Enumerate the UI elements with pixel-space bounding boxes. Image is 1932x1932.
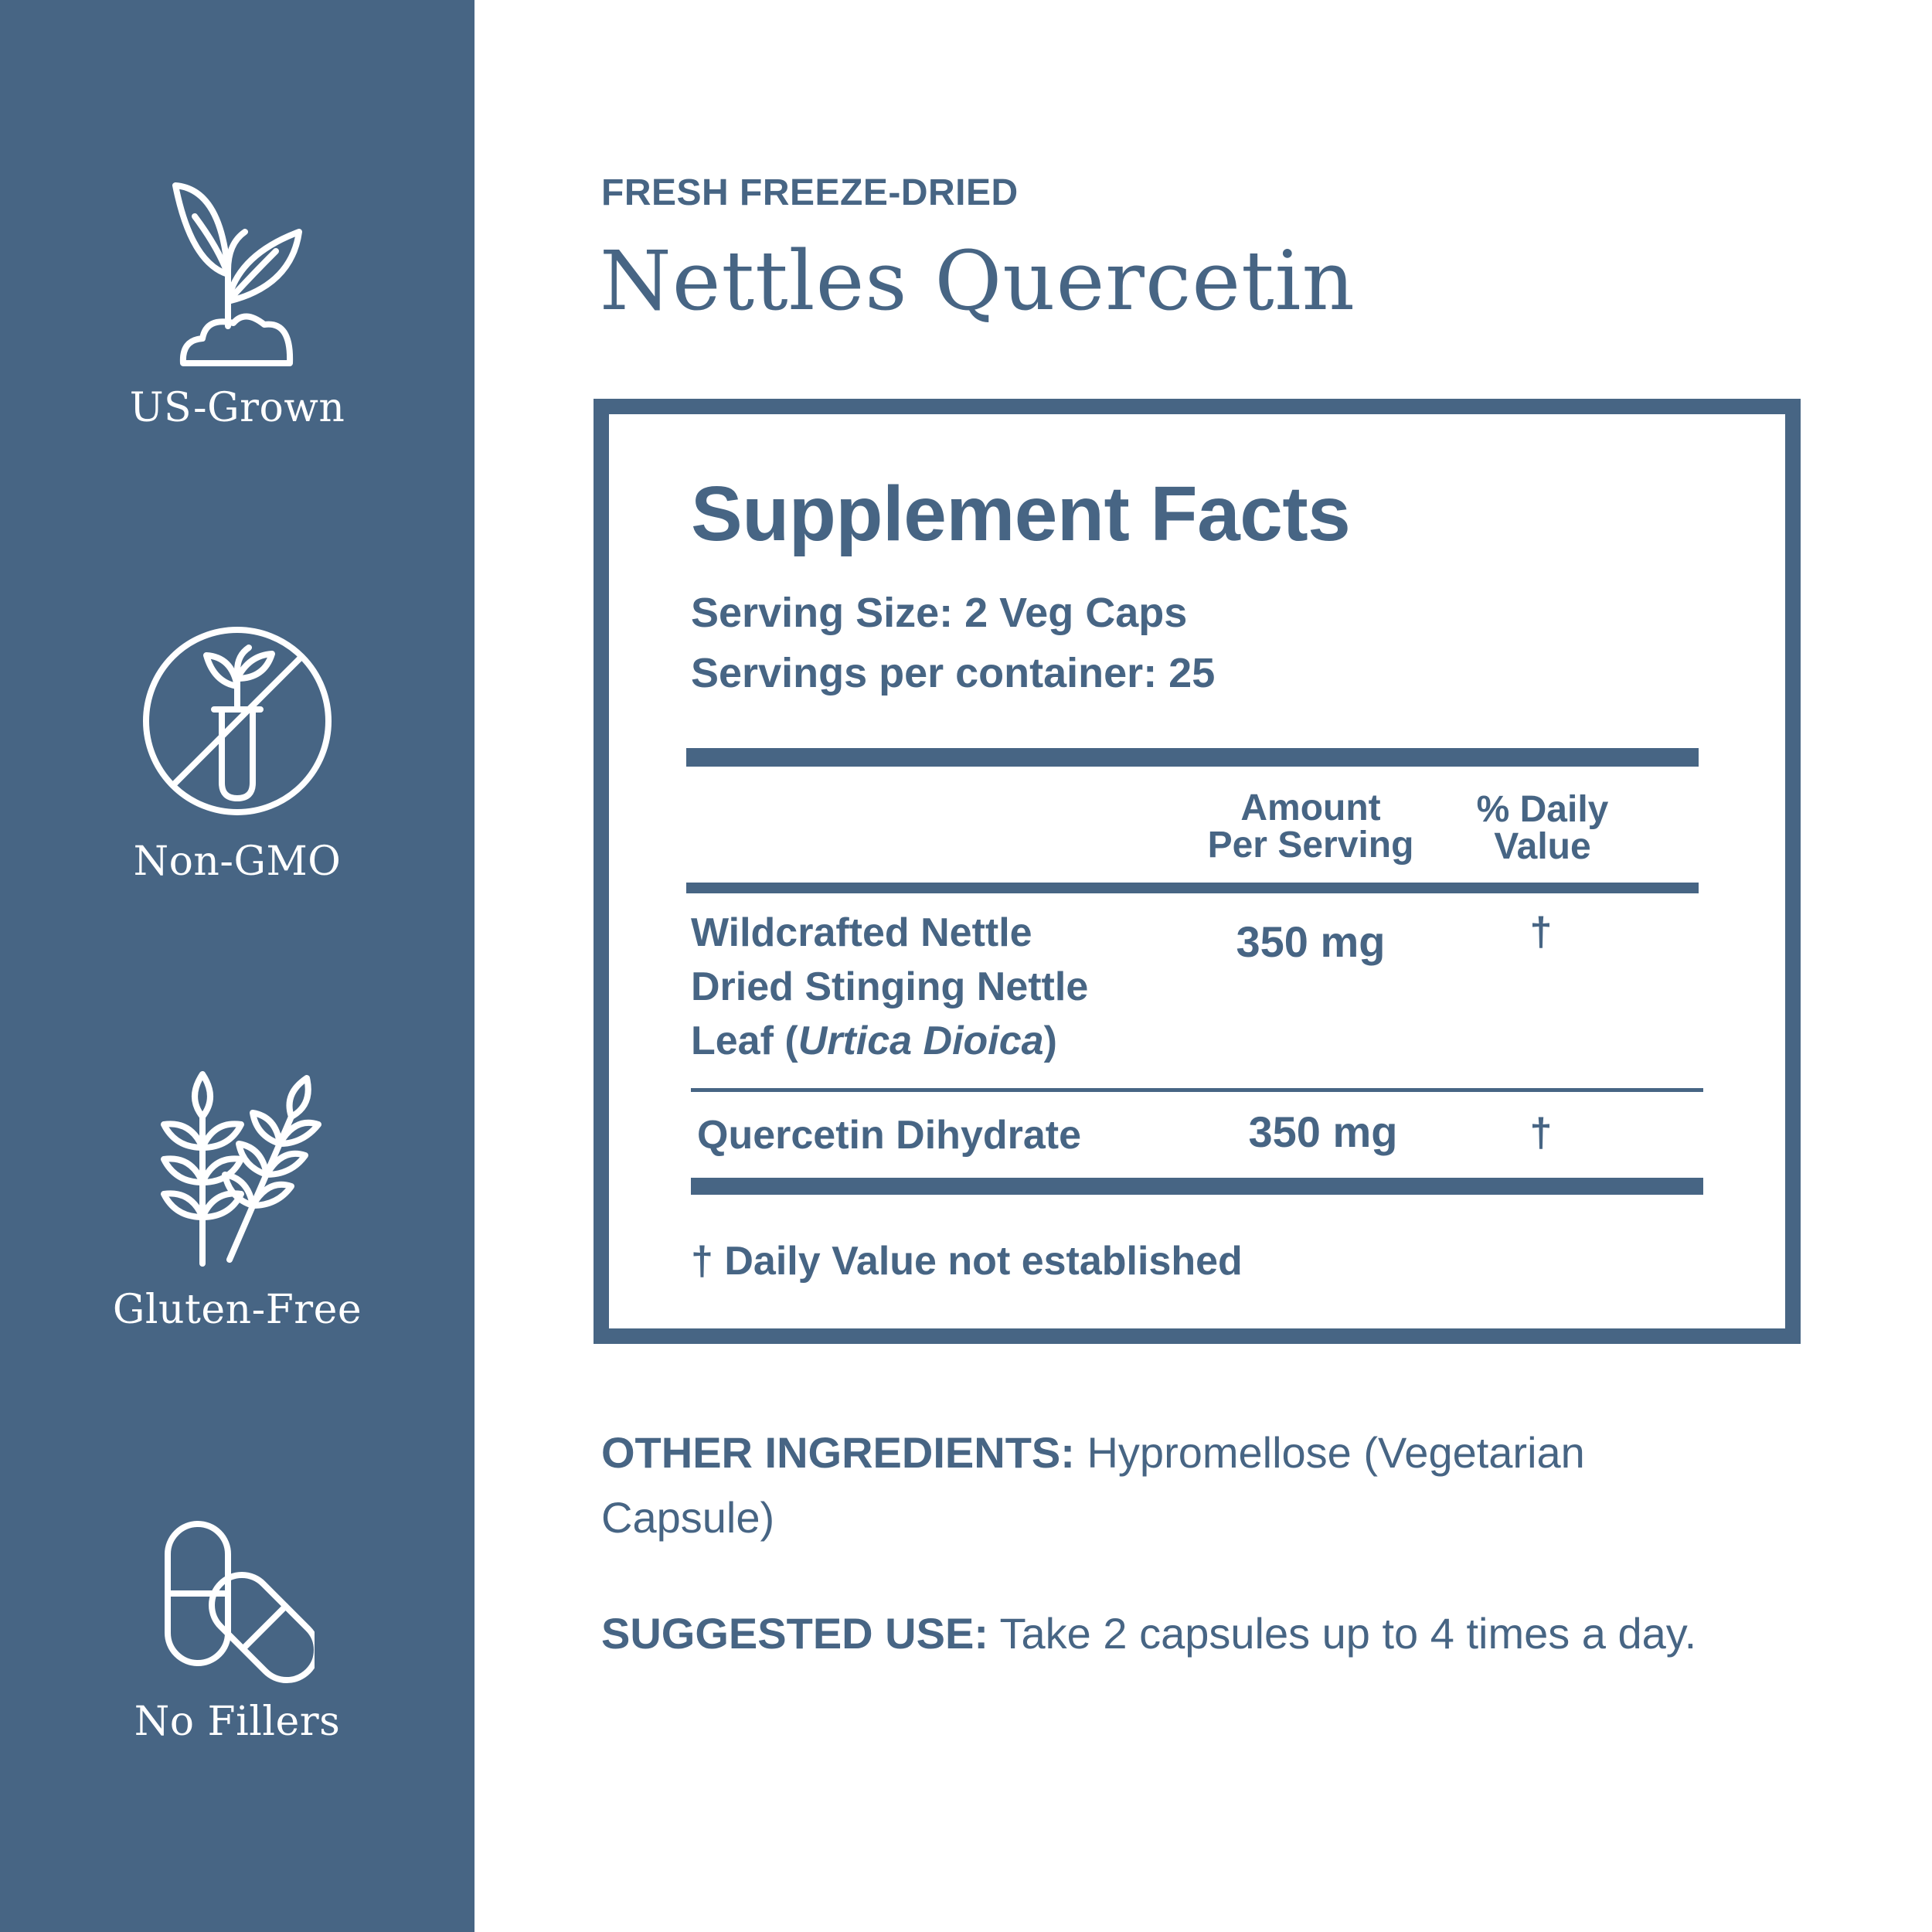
wheat-icon [145,1070,330,1271]
suggested-use-text: Take 2 capsules up to 4 times a day. [988,1609,1697,1658]
badge-label-us-grown: US-Grown [129,385,345,431]
other-ingredients-label: OTHER INGREDIENTS: [601,1428,1075,1477]
suggested-use [601,1601,1807,1666]
capsules-icon [160,1521,315,1683]
ingredient-nettle-line3-prefix: Leaf ( [691,1019,798,1063]
thick-divider-bottom [691,1178,1703,1195]
badge-no-fillers [0,1521,474,1683]
non-gmo-icon [141,624,334,818]
ingredient-name-nettle [691,906,1088,1068]
column-header-dv-line2: Value [1494,826,1591,867]
supplement-facts-title: Supplement Facts [691,471,1351,557]
medium-divider [686,883,1699,893]
daily-value-nettle: † [1529,910,1553,954]
servings-per-container: Servings per container: 25 [691,650,1216,696]
column-header-amount-line1: Amount [1240,787,1381,828]
badge-gluten-free [0,1070,474,1271]
amount-quercetin: 350 mg [1248,1107,1398,1156]
sprout-icon [160,178,315,371]
column-header-amount-line2: Per Serving [1207,825,1414,866]
daily-value-quercetin: † [1529,1111,1553,1155]
ingredient-nettle-line1: Wildcrafted Nettle [691,910,1032,955]
product-title: Nettles Quercetin [600,233,1355,328]
badge-label-no-fillers: No Fillers [134,1699,341,1745]
column-header-dv-line1: % Daily [1476,789,1609,830]
other-ingredients-text-line1: Hypromellose (Vegetarian [1074,1428,1585,1477]
amount-nettle: 350 mg [1236,917,1386,966]
daily-value-footnote: † Daily Value not established [691,1239,1243,1284]
product-eyebrow: FRESH FREEZE-DRIED [601,172,1019,213]
column-header-amount [1179,787,1442,866]
badge-sidebar [0,0,474,1932]
ingredient-nettle-line3 [691,1014,1088,1068]
thick-divider-top [686,748,1699,767]
ingredient-nettle-latin-name: Urtica Dioica [798,1019,1044,1063]
serving-size: Serving Size: 2 Veg Caps [691,590,1188,636]
badge-label-non-gmo: Non-GMO [133,838,342,885]
badge-us-grown [0,178,474,371]
suggested-use-label: SUGGESTED USE: [601,1609,988,1658]
ingredient-name-quercetin: Quercetin Dihydrate [697,1113,1082,1158]
thin-divider [691,1088,1703,1092]
column-header-daily-value [1411,791,1674,866]
badge-non-gmo [0,624,474,818]
other-ingredients [601,1420,1807,1550]
badge-label-gluten-free: Gluten-Free [112,1287,362,1333]
other-ingredients-text-line2: Capsule) [601,1493,775,1542]
ingredient-nettle-line2: Dried Stinging Nettle [691,964,1089,1009]
ingredient-nettle-line3-suffix: ) [1043,1019,1057,1063]
